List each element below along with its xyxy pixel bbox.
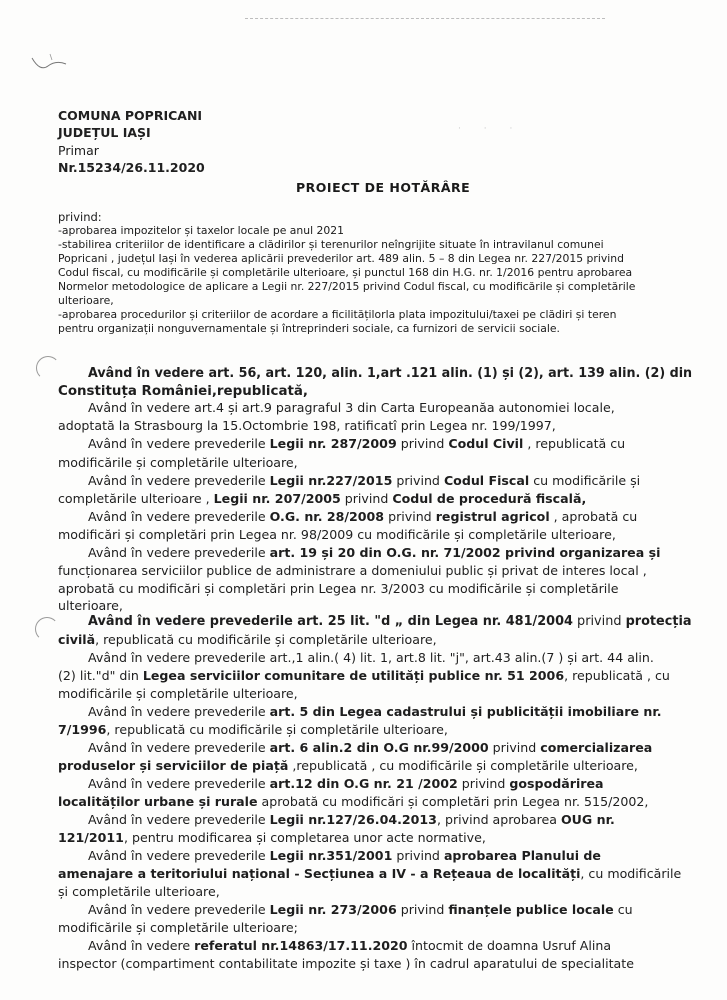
bold-reference: referatul nr.14863/17.11.2020 — [194, 938, 408, 953]
bold-reference: localităților urbane și rurale — [58, 794, 258, 809]
preamble-line — [88, 902, 633, 918]
text-run: cu modificările și — [529, 473, 641, 488]
bold-reference: registrul agricol — [435, 509, 550, 524]
text-run: , cu modificările — [580, 866, 682, 881]
preamble-line — [58, 884, 220, 900]
text-run: , aprobată cu — [549, 509, 638, 524]
text-run: Având în vedere prevederile art.,1 alin.( 4) lit. 1, art.8 lit. "j", art.43 alin.(7 ) și art. 44 alin. — [88, 650, 654, 665]
header-number: Nr.15234/26.11.2020 — [58, 160, 205, 175]
bold-reference: Având în vedere prevederile art. 25 lit. "d „ din Legea nr. 481/2004 — [88, 614, 573, 629]
text-run: Având în vedere — [88, 938, 195, 953]
preamble-line — [88, 704, 662, 720]
subject-line: -aprobarea procedurilor și criteriilor de acordare a ficilitățilorla plata impozitului/taxei pe clădiri și teren — [58, 308, 617, 321]
text-run: adoptată la Strasbourg la 15.Octombrie 198, ratificatî prin Legea nr. 199/1997, — [58, 418, 556, 433]
bold-reference: finanțele publice locale — [448, 902, 614, 917]
subject-line: Codul fiscal, cu modificările și completările ulterioare, și punctul 168 din H.G. nr. 1/2016 pentru aprobarea — [58, 266, 633, 279]
text-run: și completările ulterioare, — [58, 884, 220, 899]
text-run: privind — [384, 509, 436, 524]
preamble-line — [58, 794, 648, 810]
header-commune: COMUNA POPRICANI — [58, 108, 203, 123]
bold-reference: aprobarea Planului de — [443, 848, 601, 863]
text-run: privind — [488, 740, 541, 755]
text-run: privind — [340, 491, 393, 506]
preamble-line — [58, 956, 634, 972]
preamble-line — [88, 614, 692, 630]
bold-reference: gospodărirea — [509, 776, 604, 791]
bold-reference: Codul de procedură fiscală, — [392, 491, 587, 506]
bold-reference: Legii nr. 287/2009 — [269, 436, 397, 451]
text-run: ulterioare, — [58, 598, 123, 613]
preamble-line — [88, 938, 611, 954]
preamble-line — [58, 581, 619, 597]
faint-stamp-mark: · · · — [458, 124, 523, 134]
header-role: Primar — [58, 143, 99, 158]
bold-reference: protecția — [625, 614, 692, 629]
bold-reference: O.G. nr. 28/2008 — [269, 509, 385, 524]
bold-reference: produselor și serviciilor de piață — [58, 758, 289, 773]
preamble-line — [88, 509, 637, 525]
bold-reference: OUG nr. — [560, 812, 615, 827]
bold-reference: Legii nr. 207/2005 — [213, 491, 341, 506]
bold-reference: Legii nr.351/2001 — [269, 848, 393, 863]
bold-reference: Legii nr.127/26.04.2013 — [269, 812, 437, 827]
text-run: aprobată cu modificări și completări prin Legea nr. 515/2002, — [257, 794, 649, 809]
bold-reference: Legea serviciilor comunitare de utilități publice nr. 51 2006 — [142, 668, 565, 683]
preamble-line — [58, 668, 670, 684]
header-county: JUDEȚUL IAȘI — [58, 125, 151, 140]
text-run: privind — [457, 776, 510, 791]
text-run: Având în vedere prevederile — [88, 740, 270, 755]
scan-artifact-line — [245, 18, 605, 19]
subject-line: pentru organizații nonguvernamentale și întreprinderi sociale, ca furnizori de servicii sociale. — [58, 322, 560, 335]
preamble-line — [88, 545, 660, 561]
preamble-line — [88, 776, 604, 792]
bold-reference: civilă — [58, 632, 96, 647]
bold-reference: art. 5 din Legea cadastrului și publicității imobiliare nr. — [269, 704, 662, 719]
text-run: privind — [396, 436, 449, 451]
text-run: Având în vedere art.4 și art.9 paragraful 3 din Carta Europeanăa autonomiei locale, — [88, 400, 615, 415]
text-run: Având în vedere prevederile — [88, 545, 270, 560]
subject-line: -stabilirea criteriilor de identificare a clădirilor și terenurilor neîngrijite situate în intravilanul comunei — [58, 238, 604, 251]
punch-hole-mark — [35, 617, 59, 641]
text-run: Având în vedere prevederile — [88, 848, 270, 863]
bold-reference: comercializarea — [540, 740, 653, 755]
text-run: modificările și completările ulterioare, — [58, 455, 298, 470]
bold-reference: Codul Civil — [448, 436, 524, 451]
text-run: , republicată cu modificările și completările ulterioare, — [106, 722, 448, 737]
text-run: cu — [613, 902, 633, 917]
text-run: Având în vedere prevederile — [88, 436, 270, 451]
text-run: aprobată cu modificări și completări prin Legea nr. 3/2003 cu modificările și completările — [58, 581, 619, 596]
bold-reference: art. 6 alin.2 din O.G nr.99/2000 — [269, 740, 489, 755]
preamble-line — [88, 366, 692, 382]
preamble-line — [58, 598, 123, 614]
preamble-line — [88, 848, 601, 864]
bold-reference: art. 19 și 20 din O.G. nr. 71/2002 privind organizarea și — [269, 545, 661, 560]
preamble-line — [58, 686, 298, 702]
text-run: funcționarea serviciilor publice de administrare a domeniului public și privat de interes local , — [58, 563, 647, 578]
bold-reference: Legii nr.227/2015 — [269, 473, 393, 488]
subject-line: Normelor metodologice de aplicare a Legii nr. 227/2015 privind Codul fiscal, cu modificările și completările — [58, 280, 636, 293]
subject-line: ulterioare, — [58, 294, 114, 307]
preamble-line — [58, 830, 486, 846]
text-run: , privind aprobarea — [436, 812, 561, 827]
preamble-line — [88, 436, 625, 452]
text-run: , republicată , cu — [564, 668, 670, 683]
text-run: completările ulterioare , — [58, 491, 214, 506]
preamble-line — [58, 455, 298, 471]
text-run: ,republicată , cu modificările și completările ulterioare, — [288, 758, 638, 773]
text-run: , pentru modificarea și completarea unor acte normative, — [123, 830, 486, 845]
preamble-line — [58, 527, 616, 543]
preamble-line — [88, 473, 640, 489]
subject-line: privind: — [58, 210, 102, 224]
text-run: inspector (compartiment contabilitate impozite și taxe ) în cadrul aparatului de specialitate — [58, 956, 634, 971]
text-run: , republicată cu modificările și completările ulterioare, — [95, 632, 437, 647]
text-run: modificările și completările ulterioare, — [58, 686, 298, 701]
document-title: PROIECT DE HOTĂRÂRE — [296, 180, 471, 195]
bold-reference: 121/2011 — [58, 830, 124, 845]
preamble-line — [58, 722, 448, 738]
preamble-line — [88, 650, 654, 666]
preamble-line — [58, 491, 586, 507]
bold-reference: 7/1996 — [58, 722, 107, 737]
text-run: Având în vedere prevederile — [88, 473, 270, 488]
handwritten-mark — [30, 52, 70, 82]
text-run: întocmit de doamna Usruf Alina — [407, 938, 612, 953]
text-run: privind — [572, 614, 626, 629]
text-run: modificări și completări prin Legea nr. 98/2009 cu modificările și completările ulterioare, — [58, 527, 616, 542]
text-run: (2) lit."d" din — [58, 668, 143, 683]
text-run: Având în vedere prevederile — [88, 812, 270, 827]
punch-hole-mark — [36, 356, 60, 380]
text-run: privind — [392, 848, 444, 863]
preamble-line — [58, 866, 681, 882]
bold-reference: art.12 din O.G nr. 21 /2002 — [269, 776, 458, 791]
preamble-line — [88, 812, 615, 828]
bold-reference: Având în vedere art. 56, art. 120, alin. 1,art .121 alin. (1) și (2), art. 139 alin. (2) din — [88, 366, 693, 381]
text-run: Având în vedere prevederile — [88, 776, 270, 791]
preamble-line — [58, 418, 556, 434]
text-run: Având în vedere prevederile — [88, 509, 270, 524]
text-run: , republicată cu — [523, 436, 626, 451]
text-run: privind — [396, 902, 449, 917]
preamble-line — [58, 563, 647, 579]
preamble-line — [58, 632, 437, 648]
subject-line: Popricani , județul Iași în vederea aplicării prevederilor art. 489 alin. 5 – 8 din Legea nr. 227/2015 privind — [58, 252, 624, 265]
text-run: privind — [392, 473, 444, 488]
text-run: Având în vedere prevederile — [88, 704, 270, 719]
bold-reference: Constituța României,republicată, — [58, 384, 309, 399]
preamble-line — [58, 920, 298, 936]
bold-reference: Codul Fiscal — [443, 473, 530, 488]
preamble-line — [58, 384, 308, 400]
preamble-line — [88, 740, 652, 756]
bold-reference: amenajare a teritoriului național - Secțiunea a IV - a Rețeaua de localități — [58, 866, 581, 881]
text-run: modificările și completările ulterioare; — [58, 920, 298, 935]
text-run: Având în vedere prevederile — [88, 902, 270, 917]
preamble-line — [88, 400, 615, 416]
preamble-line — [58, 758, 638, 774]
bold-reference: Legii nr. 273/2006 — [269, 902, 397, 917]
subject-line: -aprobarea impozitelor și taxelor locale pe anul 2021 — [58, 224, 344, 237]
